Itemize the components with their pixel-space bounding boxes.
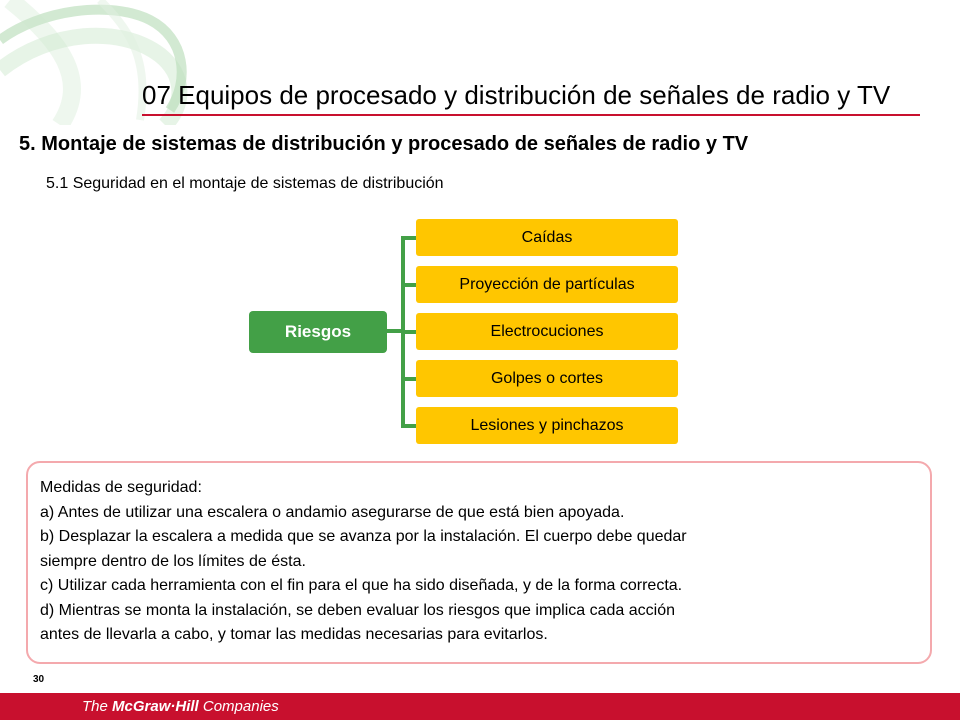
diagram-connector-branch [401,236,416,240]
measures-line: siempre dentro de los límites de ésta. [40,552,306,570]
page-number: 30 [33,674,45,685]
logo-brand: McGraw·Hill [112,698,199,715]
measures-line: antes de llevarla a cabo, y tomar las medidas necesarias para evitarlos. [40,626,548,643]
risk-item-proyeccion: Proyección de partículas [416,266,678,303]
subsection-heading: 5.1 Seguridad en el montaje de sistemas de distribución [46,175,444,192]
risk-item-lesiones: Lesiones y pinchazos [416,407,678,444]
risk-item-electrocuciones: Electrocuciones [416,313,678,350]
diagram-connector-branch [401,283,416,287]
diagram-connector-branch [401,330,416,334]
diagram-connector-branch [401,424,416,428]
logo-the: The [82,698,113,715]
slide-title: 07 Equipos de procesado y distribución de señales de radio y TV [142,80,891,110]
measures-line: Medidas de seguridad: [40,479,202,496]
diagram-root-riesgos: Riesgos [249,311,387,353]
diagram-connector-branch [401,377,416,381]
safety-measures-text [40,476,920,648]
publisher-logo [82,698,279,715]
section-heading: 5. Montaje de sistemas de distribución y procesado de señales de radio y TV [19,133,749,155]
logo-companies: Companies [198,698,279,715]
measures-line: d) Mientras se monta la instalación, se deben evaluar los riesgos que implica cada acción [40,601,676,619]
measures-line: c) Utilizar cada herramienta con el fin para el que ha sido diseñada, y de la forma correcta. [40,577,683,594]
title-underline [142,114,920,116]
measures-line: a) Antes de utilizar una escalera o andamio asegurarse de que está bien apoyada. [40,503,625,521]
risk-item-golpes: Golpes o cortes [416,360,678,397]
risk-item-caidas: Caídas [416,219,678,256]
measures-line: b) Desplazar la escalera a medida que se avanza por la instalación. El cuerpo debe quedar [40,528,687,545]
